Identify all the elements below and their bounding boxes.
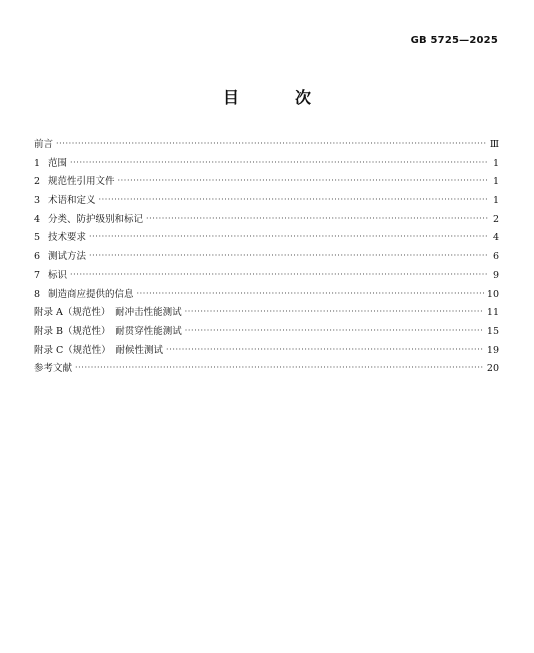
toc-entry-terms[interactable]	[34, 192, 499, 211]
toc-title: 目 次	[222, 88, 331, 107]
toc-entry-page: 9	[492, 269, 499, 281]
toc-entry-label: 标识	[48, 269, 68, 281]
toc-entry-label: 术语和定义	[48, 195, 96, 207]
toc-entry-page: Ⅲ	[489, 139, 499, 150]
toc-entry-label: 附录 A（规范性） 耐冲击性能测试	[34, 307, 182, 319]
toc-entry-annex-c[interactable]	[34, 342, 499, 361]
toc-entry-page: 4	[492, 232, 499, 244]
table-of-contents	[34, 136, 499, 379]
toc-leader-dots	[99, 191, 488, 210]
toc-entry-page: 6	[492, 251, 499, 263]
toc-leader-dots	[56, 135, 487, 154]
toc-entry-page: 10	[486, 288, 499, 300]
toc-leader-dots	[185, 322, 484, 341]
toc-entry-label: 分类、防护级别和标记	[48, 213, 144, 225]
toc-entry-classification[interactable]	[34, 211, 499, 230]
toc-entry-page: 1	[492, 176, 499, 188]
toc-leader-dots	[137, 285, 484, 304]
toc-entry-technical-requirements[interactable]	[34, 229, 499, 248]
toc-leader-dots	[146, 210, 488, 229]
toc-entry-page: 15	[486, 325, 499, 337]
toc-entry-label: 前言	[34, 139, 54, 150]
toc-entry-normative-references[interactable]	[34, 173, 499, 192]
toc-entry-page: 19	[486, 344, 499, 356]
toc-entry-label: 参考文献	[34, 363, 73, 375]
toc-entry-number: 5	[34, 232, 41, 244]
toc-entry-label: 规范性引用文件	[48, 176, 115, 188]
toc-entry-page: 1	[492, 157, 499, 169]
toc-entry-bibliography[interactable]	[34, 360, 499, 379]
toc-entry-page: 1	[492, 195, 499, 207]
toc-leader-dots	[70, 266, 488, 285]
toc-entry-number: 7	[34, 269, 41, 281]
toc-entry-annex-a[interactable]	[34, 304, 499, 323]
toc-leader-dots	[89, 228, 488, 247]
toc-entry-page: 11	[486, 307, 499, 319]
toc-entry-scope[interactable]	[34, 155, 499, 174]
toc-entry-page: 2	[492, 213, 499, 225]
toc-entry-marking[interactable]	[34, 267, 499, 286]
toc-entry-label: 附录 B（规范性） 耐贯穿性能测试	[34, 325, 182, 337]
toc-entry-label: 制造商应提供的信息	[48, 288, 134, 300]
toc-entry-label: 附录 C（规范性） 耐候性测试	[34, 344, 164, 356]
toc-entry-number: 1	[34, 157, 41, 169]
toc-entry-manufacturer-info[interactable]	[34, 286, 499, 305]
toc-entry-page: 20	[486, 363, 499, 375]
toc-leader-dots	[185, 303, 484, 322]
toc-entry-number: 2	[34, 176, 41, 188]
toc-entry-number: 6	[34, 251, 41, 263]
toc-entry-test-methods[interactable]	[34, 248, 499, 267]
toc-leader-dots	[70, 154, 488, 173]
toc-leader-dots	[75, 359, 484, 378]
toc-entry-annex-b[interactable]	[34, 323, 499, 342]
standard-code: GB 5725—2025	[410, 35, 498, 46]
toc-leader-dots	[118, 172, 488, 191]
toc-leader-dots	[166, 341, 484, 360]
toc-entry-label: 范围	[48, 157, 68, 169]
toc-entry-label: 测试方法	[48, 251, 87, 263]
toc-entry-foreword[interactable]	[34, 136, 499, 155]
toc-entry-number: 8	[34, 288, 41, 300]
toc-entry-number: 3	[34, 195, 41, 207]
toc-entry-label: 技术要求	[48, 232, 87, 244]
toc-entry-number: 4	[34, 213, 41, 225]
toc-leader-dots	[89, 247, 488, 266]
